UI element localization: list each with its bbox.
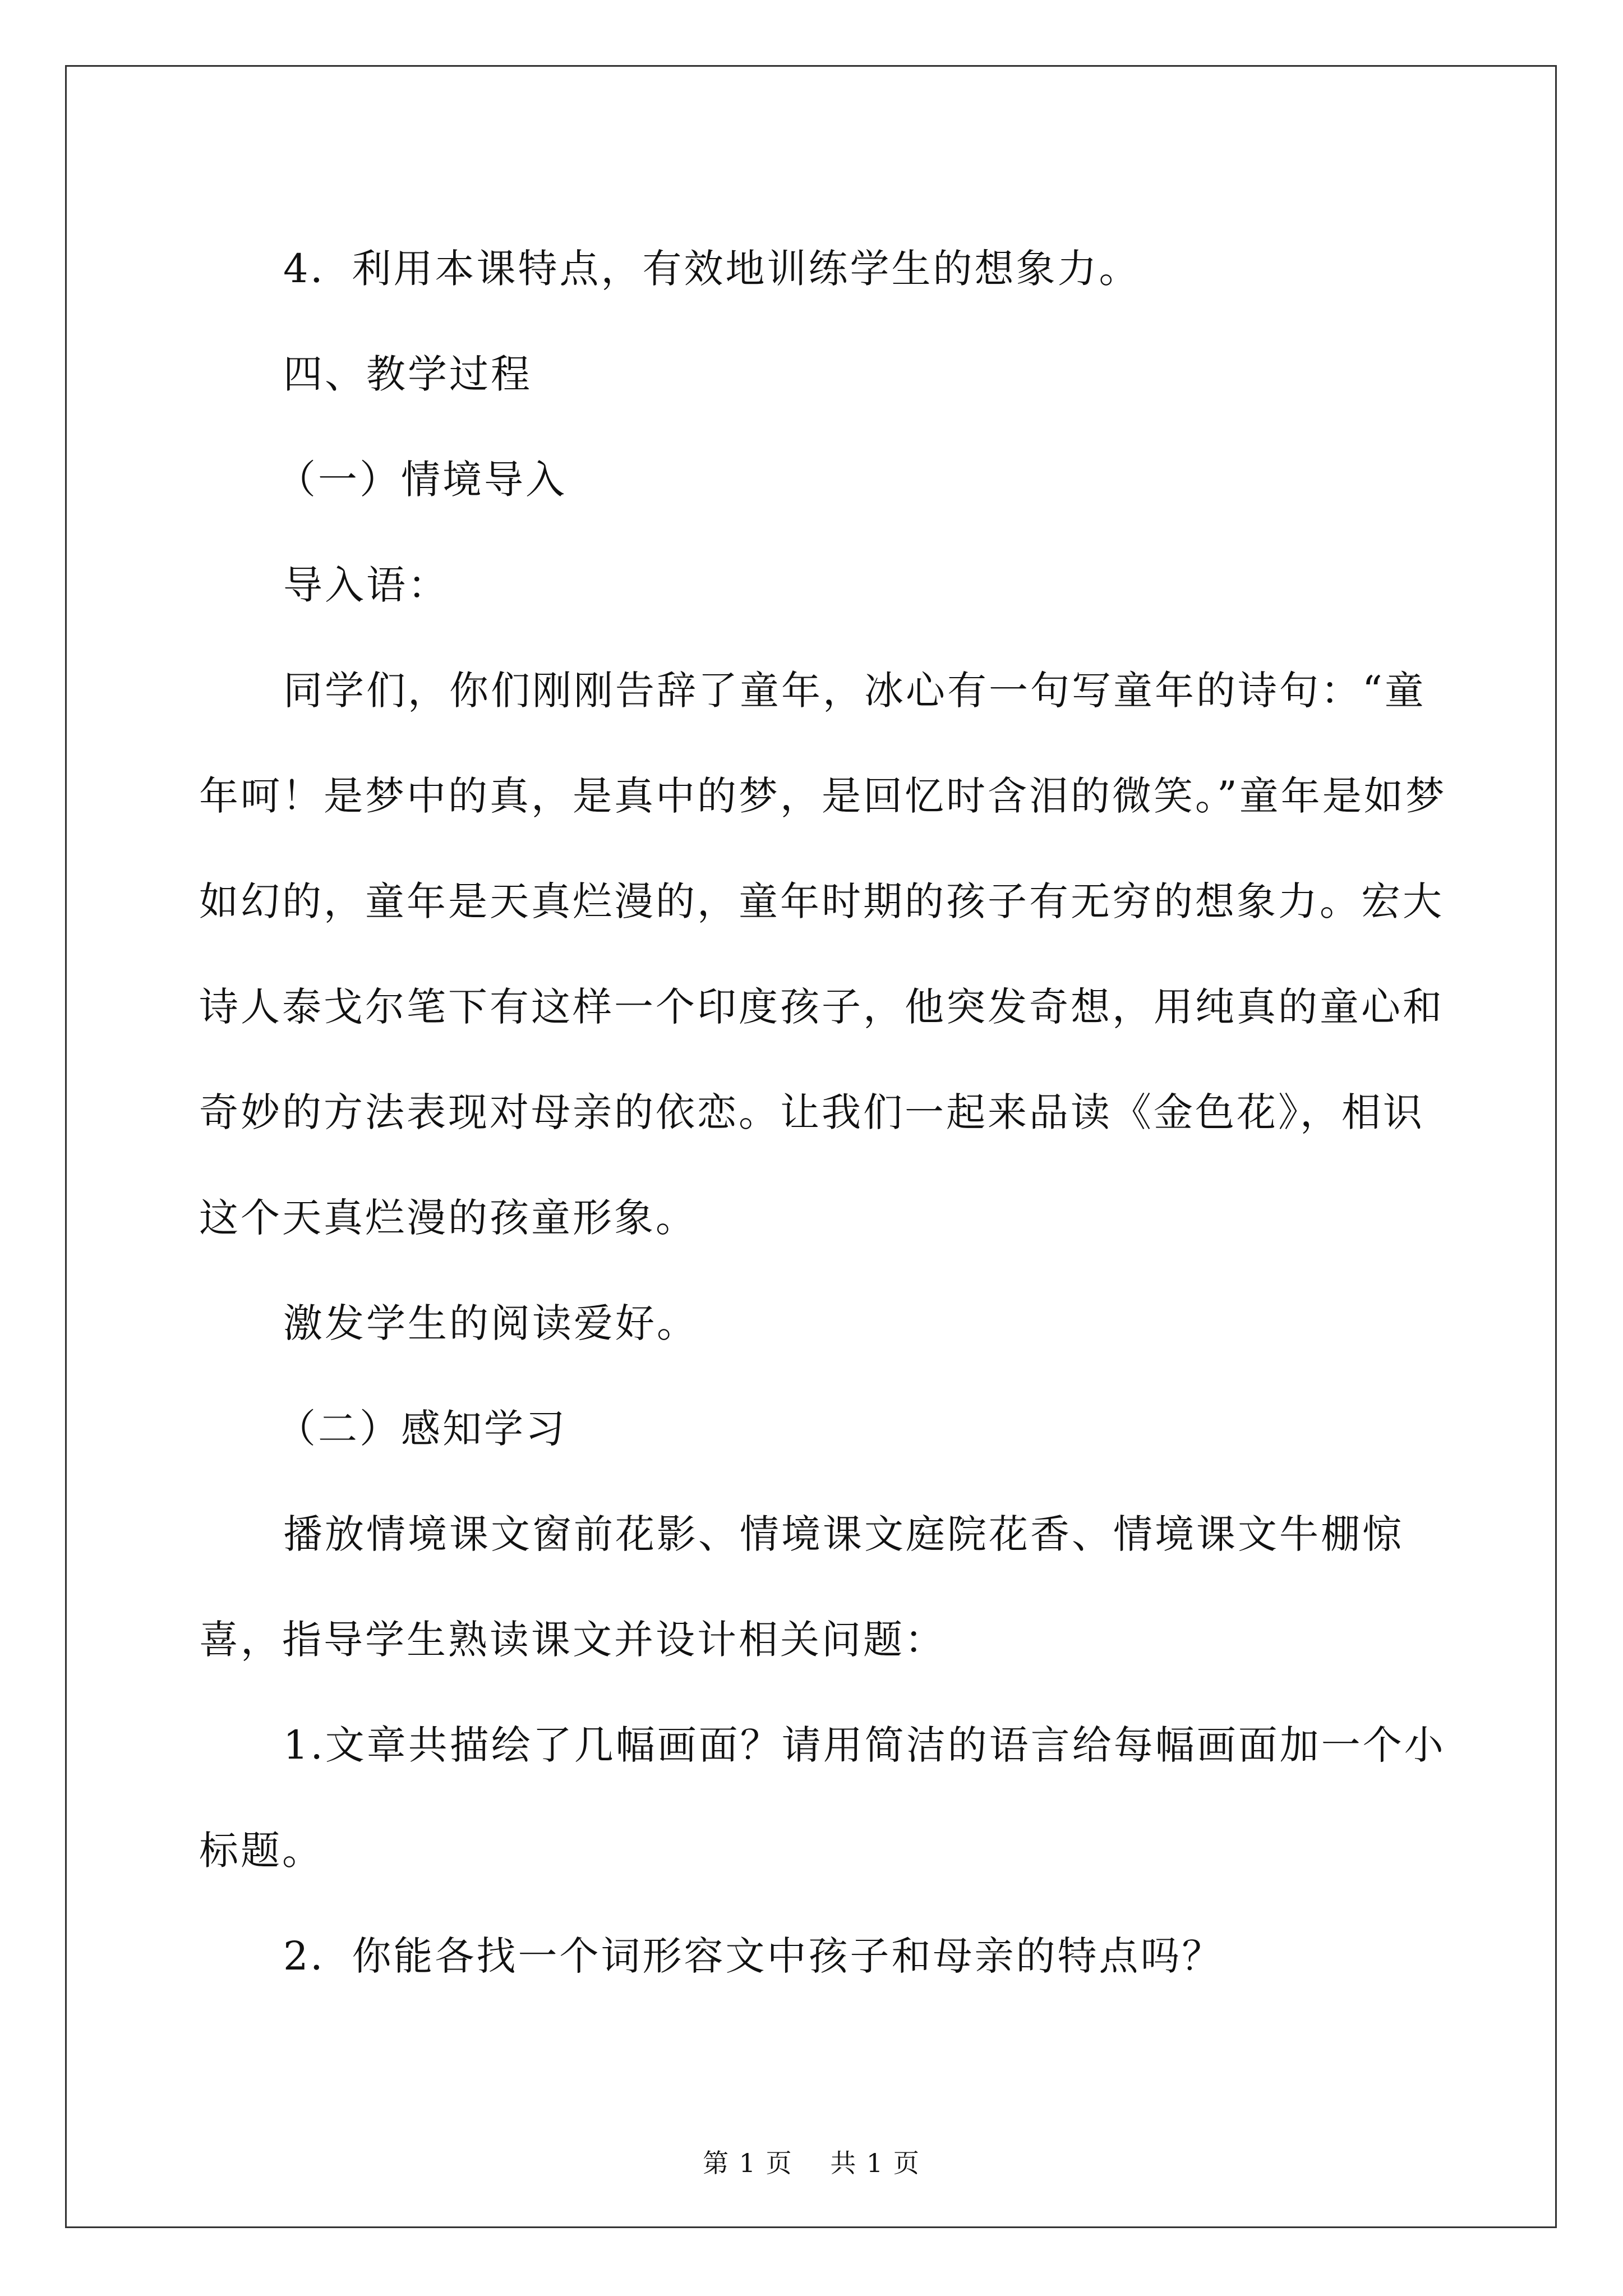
question-2: 2．你能各找一个词形容文中孩子和母亲的特点吗？ xyxy=(283,1933,1224,1979)
heading-situation-intro: （一）情境导入 xyxy=(276,457,567,503)
question-1: 1.文章共描绘了几幅画面？请用简洁的语言给每幅画面加一个小标题。 xyxy=(199,1722,1446,1874)
page-number: 第 1 页 xyxy=(703,2148,793,2178)
paragraph-reading-interest: 激发学生的阅读爱好。 xyxy=(283,1300,698,1346)
paragraph-play-situations: 播放情境课文窗前花影、情境课文庭院花香、情境课文牛棚惊喜，指导学生熟读课文并设计相关问题： xyxy=(199,1511,1404,1663)
paragraph-intro-speech: 同学们，你们刚刚告辞了童年，冰心有一句写童年的诗句：“童年呵！是梦中的真，是真中的梦，是回忆时含泪的微笑。”童年是如梦如幻的，童年是天真烂漫的，童年时期的孩子有无穷的想象力。宏大诗人泰戈尔笔下有这样一个印度孩子，他突发奇想，用纯真的童心和奇妙的方法表现对母亲的依恋。让我们一起来品读《金色花》，相识这个天真烂漫的孩童形象。 xyxy=(199,668,1447,1241)
paragraph-objective-4: 4．利用本课特点，有效地训练学生的想象力。 xyxy=(283,246,1141,292)
document-body xyxy=(199,216,1455,2009)
page-total: 共 1 页 xyxy=(830,2148,920,2178)
paragraph-intro-label: 导入语： xyxy=(283,562,449,608)
heading-perception-learning: （二）感知学习 xyxy=(276,1406,567,1452)
heading-teaching-process: 四、教学过程 xyxy=(283,351,532,397)
page-footer xyxy=(0,2143,1623,2180)
